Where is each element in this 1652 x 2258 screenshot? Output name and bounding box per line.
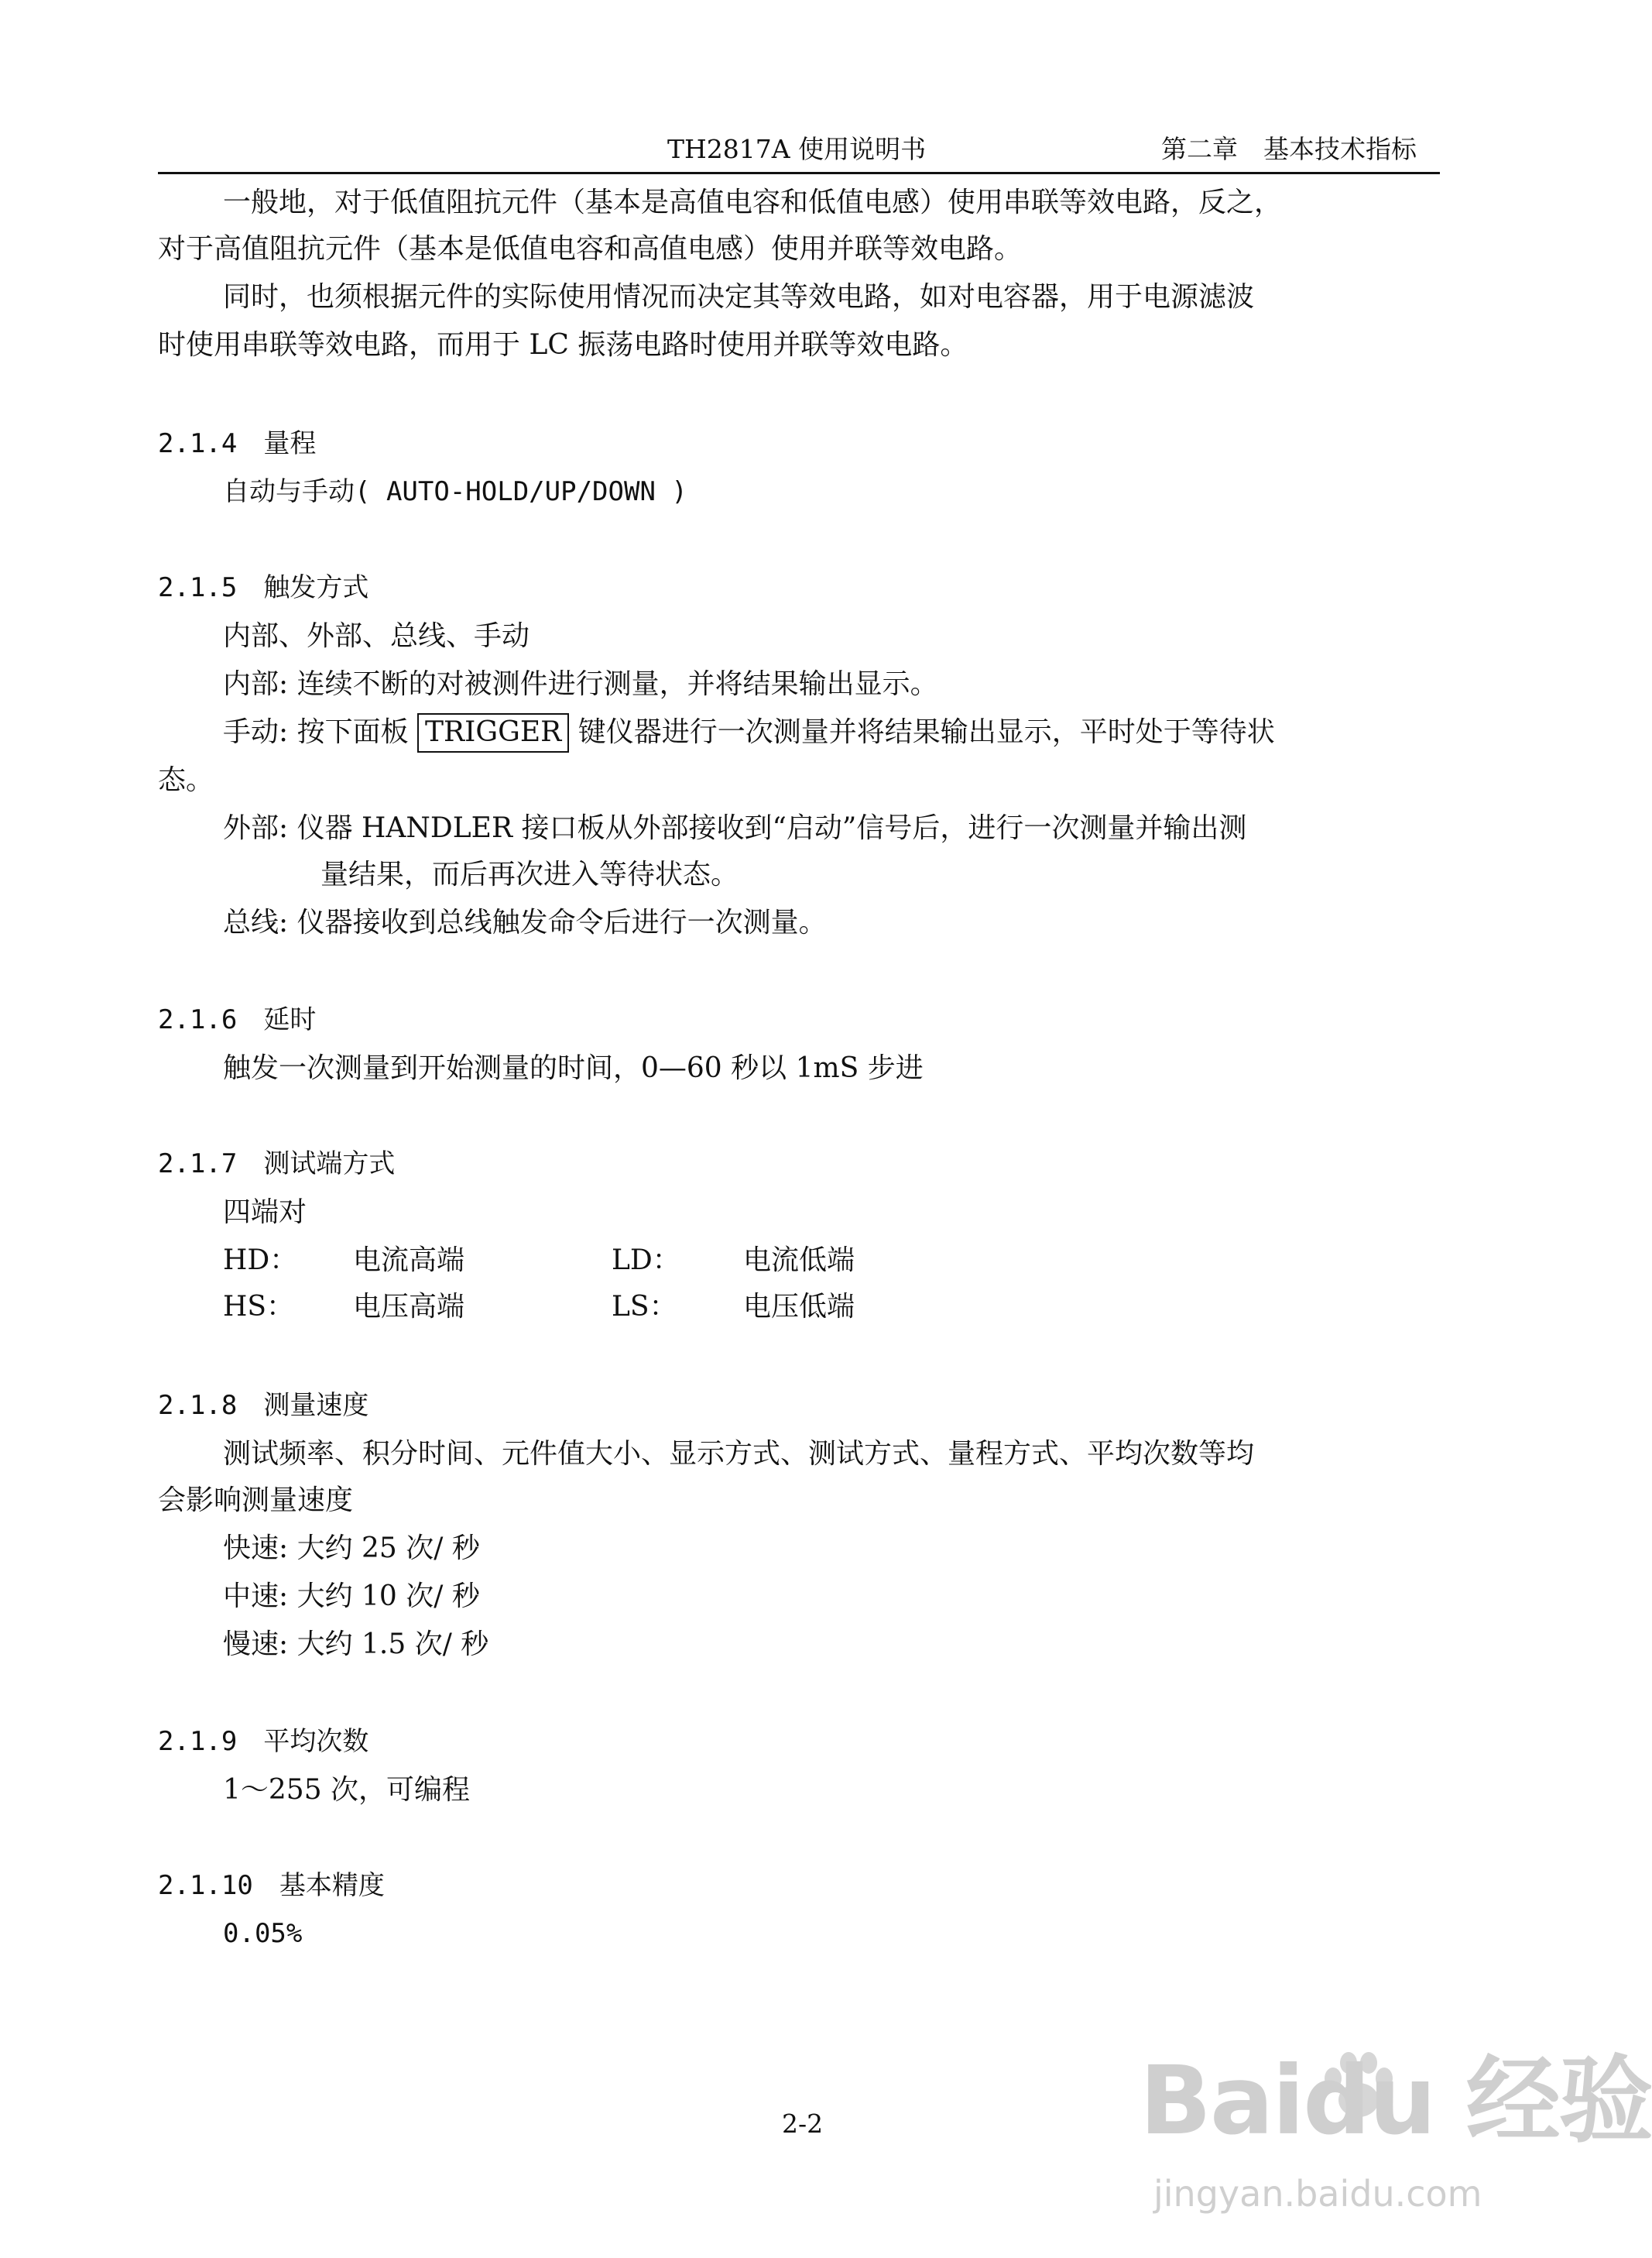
section-heading-2-1-8: 2.1.8 测量速度 [158,1390,369,1421]
delay-body: 触发一次测量到开始测量的时间，0—60 秒以 1mS 步进 [223,1052,924,1084]
terminal-desc: 电流高端 [353,1244,465,1276]
speed-body-line1: 测试频率、积分时间、元件值大小、显示方式、测试方式、量程方式、平均次数等均 [223,1438,1255,1470]
terminal-type: 四端对 [223,1196,307,1228]
trigger-external-line1: 外部: 仪器 HANDLER 接口板从外部接收到“启动”信号后，进行一次测量并输出测 [223,812,1247,844]
terminal-desc: 电压低端 [743,1291,855,1323]
trigger-manual-pre: 手动: 按下面板 [223,716,418,748]
header-chapter: 第二章 基本技术指标 [1161,134,1417,164]
trigger-manual-cont: 态。 [158,764,214,796]
intro-p2-line1: 同时，也须根据元件的实际使用情况而决定其等效电路，如对电容器，用于电源滤波 [223,281,1255,313]
section-heading-2-1-6: 2.1.6 延时 [158,1004,317,1035]
header-doc-title: TH2817A 使用说明书 [667,134,927,164]
watermark-url: jingyan.baidu.com [1153,2173,1482,2215]
section-heading-2-1-4: 2.1.4 量程 [158,428,317,459]
terminal-code: LS： [612,1291,677,1323]
speed-slow: 慢速: 大约 1.5 次/ 秒 [223,1628,489,1660]
intro-p1-line2: 对于高值阻抗元件（基本是低值电容和高值电感）使用并联等效电路。 [158,233,1023,265]
speed-fast: 快速: 大约 25 次/ 秒 [223,1532,480,1564]
trigger-external-line2: 量结果，而后再次进入等待状态。 [320,859,739,891]
averaging-body: 1～255 次，可编程 [223,1774,471,1806]
section-heading-2-1-7: 2.1.7 测试端方式 [158,1148,396,1179]
header-rule [158,172,1440,174]
terminal-code: LD： [612,1244,680,1276]
terminal-desc: 电流低端 [743,1244,855,1276]
section-heading-2-1-10: 2.1.10 基本精度 [158,1870,385,1901]
terminal-code: HD： [223,1244,298,1276]
speed-medium: 中速: 大约 10 次/ 秒 [223,1580,480,1612]
page-number: 2-2 [782,2109,824,2139]
intro-p1-line1: 一般地，对于低值阻抗元件（基本是高值电容和低值电感）使用串联等效电路，反之， [223,187,1283,218]
trigger-manual-post: 键仪器进行一次测量并将结果输出显示，平时处于等待状 [569,716,1275,748]
trigger-manual [223,716,1275,748]
trigger-bus: 总线: 仪器接收到总线触发命令后进行一次测量。 [223,907,827,939]
terminal-code: HS： [223,1291,295,1323]
terminal-desc: 电压高端 [353,1291,465,1323]
trigger-key-label: TRIGGER [417,713,569,753]
speed-body-line2: 会影响测量速度 [158,1484,354,1516]
trigger-internal: 内部: 连续不断的对被测件进行测量，并将结果输出显示。 [223,668,938,700]
intro-p2-line2: 时使用串联等效电路，而用于 LC 振荡电路时使用并联等效电路。 [158,329,968,361]
watermark-logo-text: Baidu 经验 [1140,2046,1652,2156]
trigger-modes: 内部、外部、总线、手动 [223,620,530,652]
accuracy-body: 0.05% [223,1918,303,1949]
baidu-watermark [1132,2044,1652,2222]
section-heading-2-1-9: 2.1.9 平均次数 [158,1726,369,1757]
range-body: 自动与手动( AUTO-HOLD/UP/DOWN ) [223,476,687,507]
section-heading-2-1-5: 2.1.5 触发方式 [158,572,369,603]
